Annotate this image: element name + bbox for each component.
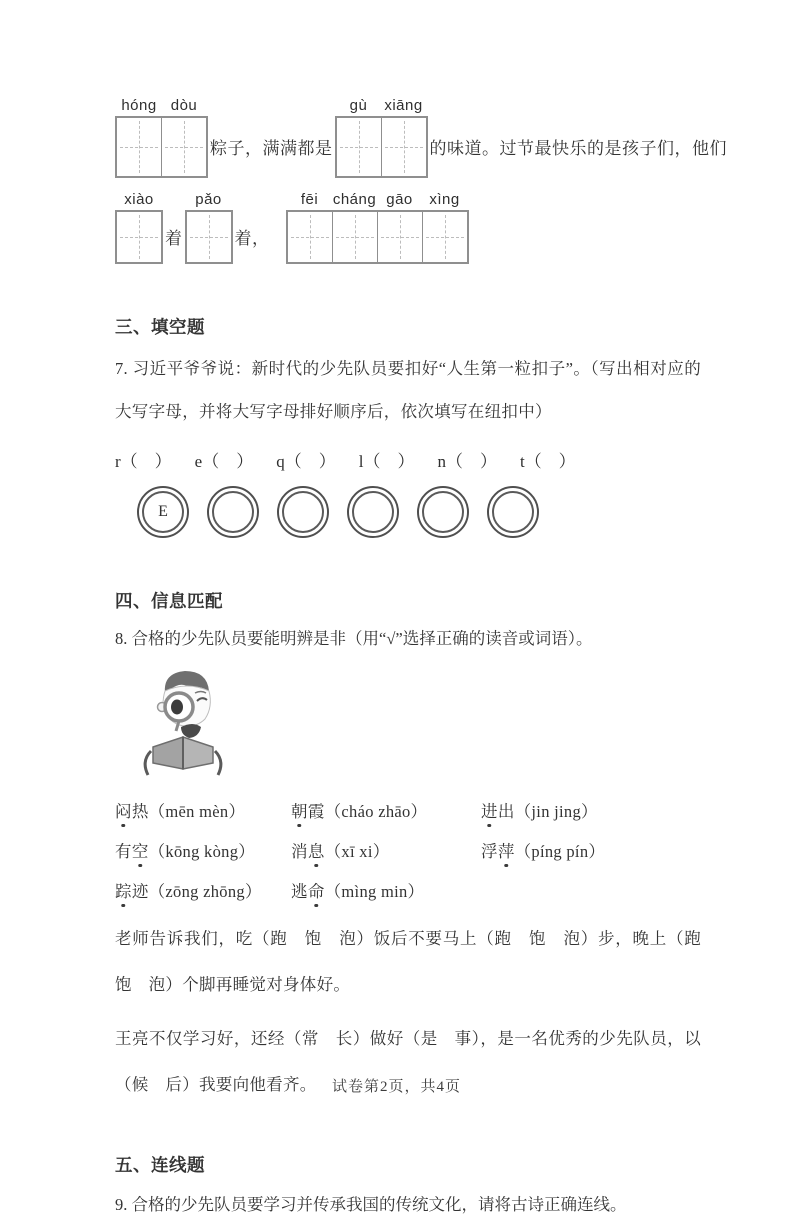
button-circle-label <box>492 491 534 533</box>
pinyin-label: cháng <box>332 191 377 208</box>
pinyin-label: hóng <box>121 97 157 114</box>
pinyin-label: gāo <box>386 191 413 208</box>
section-heading-line: 五、连线题 <box>115 1155 205 1175</box>
letter-group: r（ ） <box>115 452 172 471</box>
writing-grid <box>335 116 428 178</box>
sentence-fragment: 着 <box>165 228 183 248</box>
pinyin-writing-box <box>185 190 233 264</box>
button-circle <box>137 486 189 538</box>
question-8-paragraph-2: 王亮不仅学习好，还经（常 长）做好（是 事），是一名优秀的少先队员，以（候 后）我要向他看齐。 <box>115 1029 701 1094</box>
letter-group: n（ ） <box>437 452 497 471</box>
letter-group: t（ ） <box>519 452 576 471</box>
button-circle <box>487 486 539 538</box>
word-option: 逃命（mìng min） <box>291 878 481 902</box>
section-heading-match: 四、信息匹配 <box>115 591 223 611</box>
pinyin-labels <box>336 96 426 116</box>
boy-reading-illustration <box>125 663 701 784</box>
question-7-text: 7. 习近平爷爷说：新时代的少先队员要扣好“人生第一粒扣子”。（写出相对应的大写字母，并将大写字母排好顺序后，依次填写在纽扣中） <box>115 359 701 421</box>
word-option: 消息（xī xi） <box>291 838 481 862</box>
sentence-fragment: 的味道。过节最快乐的是孩子们，他们 <box>429 138 727 158</box>
button-circle-label <box>212 491 254 533</box>
writing-grid <box>115 116 208 178</box>
letter-answer-row <box>115 447 701 472</box>
pinyin-label: pǎo <box>195 191 222 208</box>
sentence-fragment: 粽子，满满都是 <box>210 138 333 158</box>
button-circle-label <box>422 491 464 533</box>
pinyin-writing-box <box>335 96 428 178</box>
pinyin-labels <box>186 190 231 210</box>
button-circle <box>347 486 399 538</box>
word-option: 有空（kōng kòng） <box>115 838 291 862</box>
tianzige-cell <box>332 212 377 262</box>
button-circle <box>417 486 469 538</box>
button-circle <box>207 486 259 538</box>
pinyin-label: xiào <box>124 191 154 208</box>
writing-grid <box>115 210 163 264</box>
pinyin-writing-box <box>115 96 208 178</box>
word-option: 浮萍（píng pín） <box>481 838 701 862</box>
word-option: 踪迹（zōng zhōng） <box>115 878 291 902</box>
button-circle-label <box>352 491 394 533</box>
word-option: 闷热（mēn mèn） <box>115 798 291 822</box>
boy-reading-svg <box>125 663 237 779</box>
word-choice-grid <box>115 798 701 902</box>
pinyin-writing-box <box>286 190 469 264</box>
letter-group: e（ ） <box>194 452 254 471</box>
tianzige-cell <box>381 118 426 176</box>
page-footer: 试卷第2页，共4页 <box>331 1079 461 1095</box>
button-circle-label <box>282 491 324 533</box>
tianzige-cell <box>337 118 381 176</box>
pinyin-labels <box>117 190 162 210</box>
tianzige-cell <box>187 212 231 262</box>
tianzige-cell <box>117 212 161 262</box>
pinyin-labels <box>287 190 467 210</box>
question-8-text: 8. 合格的少先队员要能明辨是非（用“√”选择正确的读音或词语）。 <box>115 629 593 648</box>
pinyin-label: fēi <box>300 191 319 208</box>
question-9-text: 9. 合格的少先队员要学习并传承我国的传统文化，请将古诗正确连线。 <box>115 1195 627 1214</box>
word-option: 朝霞（cháo zhāo） <box>291 798 481 822</box>
writing-grid <box>185 210 233 264</box>
button-circles-row <box>137 486 701 538</box>
letter-group: l（ ） <box>358 452 415 471</box>
tianzige-cell <box>288 212 332 262</box>
tianzige-cell <box>161 118 206 176</box>
writing-grid <box>286 210 469 264</box>
pinyin-label: xiāng <box>384 97 423 114</box>
pinyin-label: dòu <box>170 97 198 114</box>
pinyin-label: xìng <box>429 191 460 208</box>
pinyin-writing-box <box>115 190 163 264</box>
tianzige-cell <box>422 212 467 262</box>
button-circle <box>277 486 329 538</box>
letter-group: q（ ） <box>276 452 336 471</box>
word-option: 进出（jin jing） <box>481 798 701 822</box>
question-8-paragraph-1: 老师告诉我们，吃（跑 饱 泡）饭后不要马上（跑 饱 泡）步，晚上（跑 饱 泡）个脚再睡觉对身体好。 <box>115 929 718 994</box>
tianzige-cell <box>117 118 161 176</box>
button-circle-label: E <box>142 491 184 533</box>
section-heading-fill: 三、填空题 <box>115 317 205 337</box>
pinyin-label: gù <box>349 97 368 114</box>
dictation-row-2 <box>115 190 701 264</box>
tianzige-cell <box>377 212 422 262</box>
page-content <box>115 96 727 1215</box>
dictation-row-1 <box>115 96 727 178</box>
pinyin-labels <box>117 96 207 116</box>
sentence-fragment: 着， <box>234 228 270 248</box>
